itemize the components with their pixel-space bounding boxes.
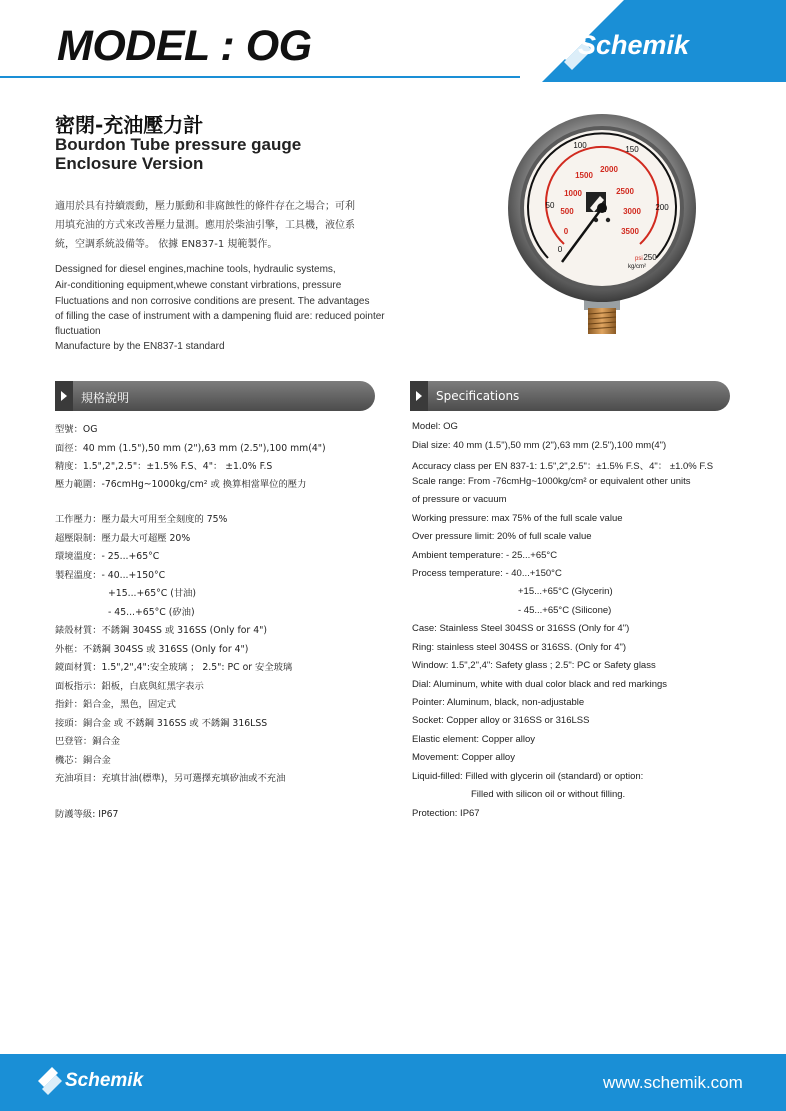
spec-row-zh: 製程溫度：- 40...+150°C [55, 570, 166, 581]
spec-row-en: Pointer: Aluminum, black, non-adjustable [412, 697, 585, 708]
spec-row-en: Model: OG [412, 421, 458, 432]
spec-row-en: Dial: Aluminum, white with dual color black and red markings [412, 679, 668, 690]
intro-en-line: Dessigned for diesel engines,machine tools, hydraulic systems, [55, 264, 336, 275]
gauge-outer-tick-label: 50 [545, 201, 555, 210]
spec-row-en: Dial size: 40 mm (1.5"),50 mm (2"),63 mm (2.5"),100 mm(4") [412, 440, 667, 451]
gauge-unit-kg: kg/cm² [628, 264, 646, 270]
schemik-logo-icon [36, 1061, 64, 1097]
spec-row-en: Scale range: From -76cmHg~1000kg/cm² or equivalent other units [412, 476, 691, 487]
spec-row-zh: 超壓限制：壓力最大可超壓 20% [55, 533, 191, 544]
spec-row-zh: 巴登管：銅合金 [55, 736, 121, 747]
spec-row-en: Socket: Copper alloy or 316SS or 316LSS [412, 715, 590, 726]
gauge-inner-tick-label: 2500 [616, 187, 634, 196]
section-title-en: Specifications [436, 389, 520, 403]
product-title-en: Bourdon Tube pressure gauge [55, 135, 302, 154]
spec-row-zh: +15...+65°C (甘油) [108, 588, 197, 599]
header-rule [0, 76, 520, 78]
gauge-inner-tick-label: 0 [563, 227, 569, 236]
section-header-zh [55, 381, 375, 411]
spec-row-zh: 機芯：銅合金 [55, 755, 111, 766]
footer-brand-text: Schemik [65, 1070, 144, 1091]
gauge-outer-tick-label: 100 [573, 141, 587, 150]
gauge-outer-tick-label: 150 [625, 145, 639, 154]
spec-row-zh: 接頭：銅合金 或 不銹鋼 316SS 或 不銹鋼 316LSS [55, 718, 268, 729]
gauge-inner-tick-label: 3000 [623, 207, 641, 216]
spec-row-zh: 外框：不銹鋼 304SS 或 316SS (Only for 4") [55, 644, 249, 655]
gauge-outer-tick-label: 200 [655, 203, 669, 212]
gauge-inner-tick-label: 500 [560, 207, 574, 216]
intro-zh-line: 適用於具有持續震動，壓力脈動和非腐蝕性的條件存在之場合；可利 [55, 201, 355, 212]
chevron-right-icon [410, 381, 428, 411]
brand-logo-text: Schemik [578, 30, 690, 60]
spec-row-en: Working pressure: max 75% of the full scale value [412, 513, 623, 524]
spec-row-en: Filled with silicon oil or without filling. [471, 789, 626, 800]
spec-row-zh: 型號：OG [55, 424, 98, 435]
spec-row-en: Over pressure limit: 20% of full scale value [412, 531, 592, 542]
spec-row-en: Liquid-filled: Filled with glycerin oil (standard) or option: [412, 771, 644, 782]
gauge-inner-tick-label: 1500 [575, 171, 593, 180]
spec-row-en: +15...+65°C (Glycerin) [518, 586, 613, 597]
spec-row-zh: 環境溫度：- 25...+65°C [55, 551, 160, 562]
section-header-en [410, 381, 730, 411]
spec-row-zh: 防護等級: IP67 [55, 809, 119, 820]
spec-row-en: Ring: stainless steel 304SS or 316SS. (Only for 4") [412, 642, 627, 653]
gauge-unit-psi: psi [635, 256, 643, 262]
product-subtitle-en: Enclosure Version [55, 154, 204, 173]
gauge-inner-tick-label: 2000 [600, 165, 618, 174]
spec-row-en: Protection: IP67 [412, 808, 480, 819]
page-title: MODEL : OG [57, 22, 312, 70]
spec-row-en: Window: 1.5",2",4": Safety glass ; 2.5": PC or Safety glass [412, 660, 656, 671]
spec-row-zh: 錶殼材質：不銹鋼 304SS 或 316SS (Only for 4") [55, 625, 268, 636]
spec-row-zh: 工作壓力：壓力最大可用至全刻度的 75% [55, 514, 228, 525]
spec-row-en: Case: Stainless Steel 304SS or 316SS (Only for 4") [412, 623, 630, 634]
intro-en-line: of filling the case of instrument with a dampening fluid are: reduced pointer [55, 311, 385, 322]
intro-en-line: Fluctuations and non corrosive conditions are present. The advantages [55, 296, 370, 307]
spec-row-zh: 指針：鋁合金，黑色，固定式 [55, 699, 176, 710]
footer-website-link[interactable]: www.schemik.com [603, 1073, 743, 1092]
spec-row-en: - 45...+65°C (Silicone) [518, 605, 612, 616]
product-title-zh: 密閉-充油壓力計 [55, 113, 204, 137]
spec-row-zh: 面板指示：鋁板，白底與紅黑字表示 [55, 681, 204, 692]
spec-row-zh: - 45...+65°C (矽油) [108, 607, 195, 618]
gauge-outer-tick-label: 0 [557, 245, 563, 254]
spec-row-en: Process temperature: - 40...+150°C [412, 568, 562, 579]
intro-zh-line: 統，空調系統設備等。 依據 EN837-1 規範製作。 [55, 239, 278, 250]
spec-row-en: Movement: Copper alloy [412, 752, 515, 763]
section-title-zh: 規格說明 [81, 391, 130, 405]
spec-row-zh: 面徑：40 mm (1.5"),50 mm (2"),63 mm (2.5"),100 mm(4") [55, 443, 326, 454]
intro-en-line: Air-conditioning equipment,whewe constant virbrations, pressure [55, 280, 342, 291]
spec-row-zh: 鏡面材質：1.5",2",4":安全玻璃 ； 2.5": PC or 安全玻璃 [55, 662, 293, 673]
gauge-inner-tick-label: 1000 [564, 189, 582, 198]
spec-row-en: Ambient temperature: - 25...+65°C [412, 550, 558, 561]
spec-row-zh: 充油項目：充填甘油(標準)，另可選擇充填矽油或不充油 [55, 773, 286, 784]
spec-row-zh: 壓力範圍：-76cmHg~1000kg/cm² 或 換算相當單位的壓力 [55, 479, 307, 490]
chevron-right-icon [55, 381, 73, 411]
spec-row-en: Accuracy class per EN 837-1: 1.5",2",2.5"：±1.5% F.S、4"： ±1.0% F.S [412, 461, 714, 472]
pressure-gauge-image [500, 112, 705, 348]
intro-en-line: Manufacture by the EN837-1 standard [55, 341, 225, 352]
intro-zh-line: 用填充油的方式來改善壓力量測。應用於柴油引擎，工具機，液位系 [55, 220, 355, 231]
intro-en-line: fluctuation [55, 326, 101, 337]
spec-row-en: Elastic element: Copper alloy [412, 734, 536, 745]
spec-row-en: of pressure or vacuum [412, 494, 507, 505]
gauge-outer-tick-label: 250 [643, 253, 657, 262]
spec-row-zh: 精度：1.5",2",2.5"：±1.5% F.S、4"： ±1.0% F.S [55, 461, 273, 472]
gauge-inner-tick-label: 3500 [621, 227, 639, 236]
